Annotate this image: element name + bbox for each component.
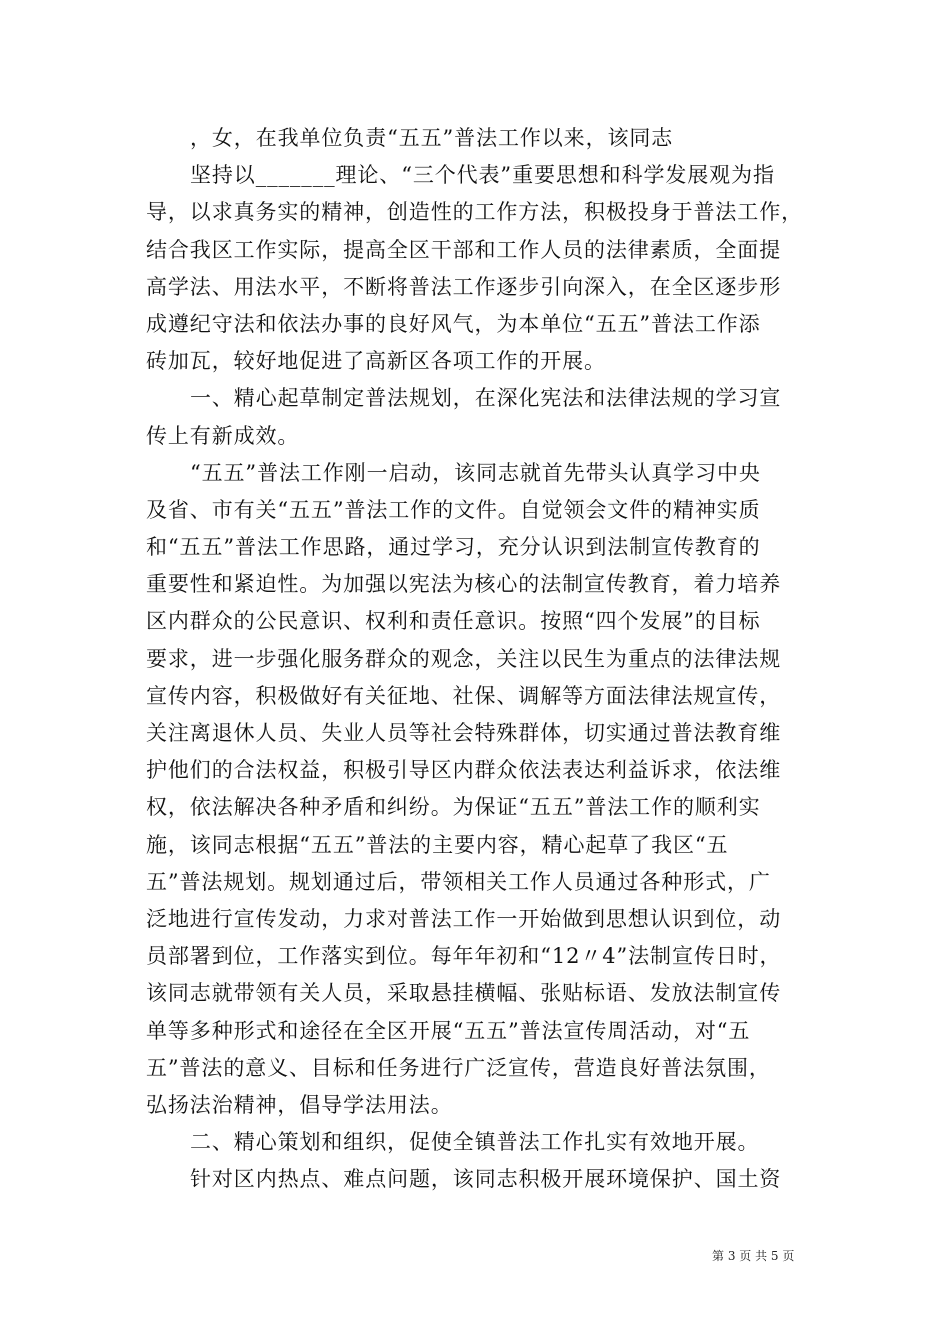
text-line: 泛地进行宣传发动，力求对普法工作一开始做到思想认识到位，动 bbox=[146, 906, 782, 931]
text-line: 关注离退休人员、失业人员等社会特殊群体，切实通过普法教育维 bbox=[146, 721, 782, 745]
text-line: 导，以求真务实的精神，创造性的工作方法，积极投身于普法工作， bbox=[146, 200, 803, 225]
document-body bbox=[146, 120, 816, 1198]
text-line: 宣传内容，积极做好有关征地、社保、调解等方面法律法规宣传， bbox=[146, 683, 782, 708]
text-line: 五”普法的意义、目标和任务进行广泛宣传，营造良好普法氛围， bbox=[146, 1055, 771, 1080]
text-line: 坚持以_______理论、“三个代表”重要思想和科学发展观为指 bbox=[190, 163, 775, 188]
text-line: 要求，进一步强化服务群众的观念，关注以民生为重点的法律法规 bbox=[146, 646, 782, 671]
text-line: 二、精心策划和组织，促使全镇普法工作扎实有效地开展。 bbox=[190, 1130, 760, 1155]
text-line: 重要性和紧迫性。为加强以宪法为核心的法制宣传教育，着力培养 bbox=[146, 572, 782, 597]
text-line: 针对区内热点、难点问题，该同志积极开展环境保护、国土资 bbox=[190, 1167, 782, 1192]
text-line: 及省、市有关“五五”普法工作的文件。自觉领会文件的精神实质 bbox=[146, 497, 761, 522]
text-line: 高学法、用法水平，不断将普法工作逐步引向深入，在全区逐步形 bbox=[146, 274, 782, 299]
text-line: 和“五五”普法工作思路，通过学习，充分认识到法制宣传教育的 bbox=[146, 535, 761, 560]
page-number-footer: 第 3 页 共 5 页 bbox=[712, 1249, 795, 1263]
text-line: 护他们的合法权益，积极引导区内群众依法表达利益诉求，依法维 bbox=[146, 758, 782, 783]
text-line: “五五”普法工作刚一启动，该同志就首先带头认真学习中央 bbox=[190, 460, 761, 485]
text-line: 单等多种形式和途径在全区开展“五五”普法宣传周活动，对“五 bbox=[146, 1018, 751, 1043]
text-line: 员部署到位，工作落实到位。每年年初和“12〃4”法制宣传日时， bbox=[146, 944, 782, 969]
text-line: 结合我区工作实际，提高全区干部和工作人员的法律素质，全面提 bbox=[146, 237, 782, 262]
text-line: 传上有新成效。 bbox=[146, 423, 300, 448]
text-line: 区内群众的公民意识、权利和责任意识。按照“四个发展”的目标 bbox=[146, 609, 761, 634]
text-line: 砖加瓦，较好地促进了高新区各项工作的开展。 bbox=[146, 349, 606, 374]
text-line: 成遵纪守法和依法办事的良好风气，为本单位“五五”普法工作添 bbox=[146, 311, 761, 336]
text-line: 施，该同志根据“五五”普法的主要内容，精心起草了我区“五 bbox=[146, 832, 729, 857]
text-line: 弘扬法治精神，倡导学法用法。 bbox=[146, 1092, 453, 1117]
text-line: 五”普法规划。规划通过后，带领相关工作人员通过各种形式，广 bbox=[146, 869, 771, 894]
text-line: 该同志就带领有关人员，采取悬挂横幅、张贴标语、发放法制宣传 bbox=[146, 981, 782, 1006]
text-line: 权，依法解决各种矛盾和纠纷。为保证“五五”普法工作的顺利实 bbox=[146, 795, 761, 820]
text-line: ，女，在我单位负责“五五”普法工作以来，该同志 bbox=[190, 126, 674, 150]
text-line: 一、精心起草制定普法规划，在深化宪法和法律法规的学习宣 bbox=[190, 386, 782, 411]
